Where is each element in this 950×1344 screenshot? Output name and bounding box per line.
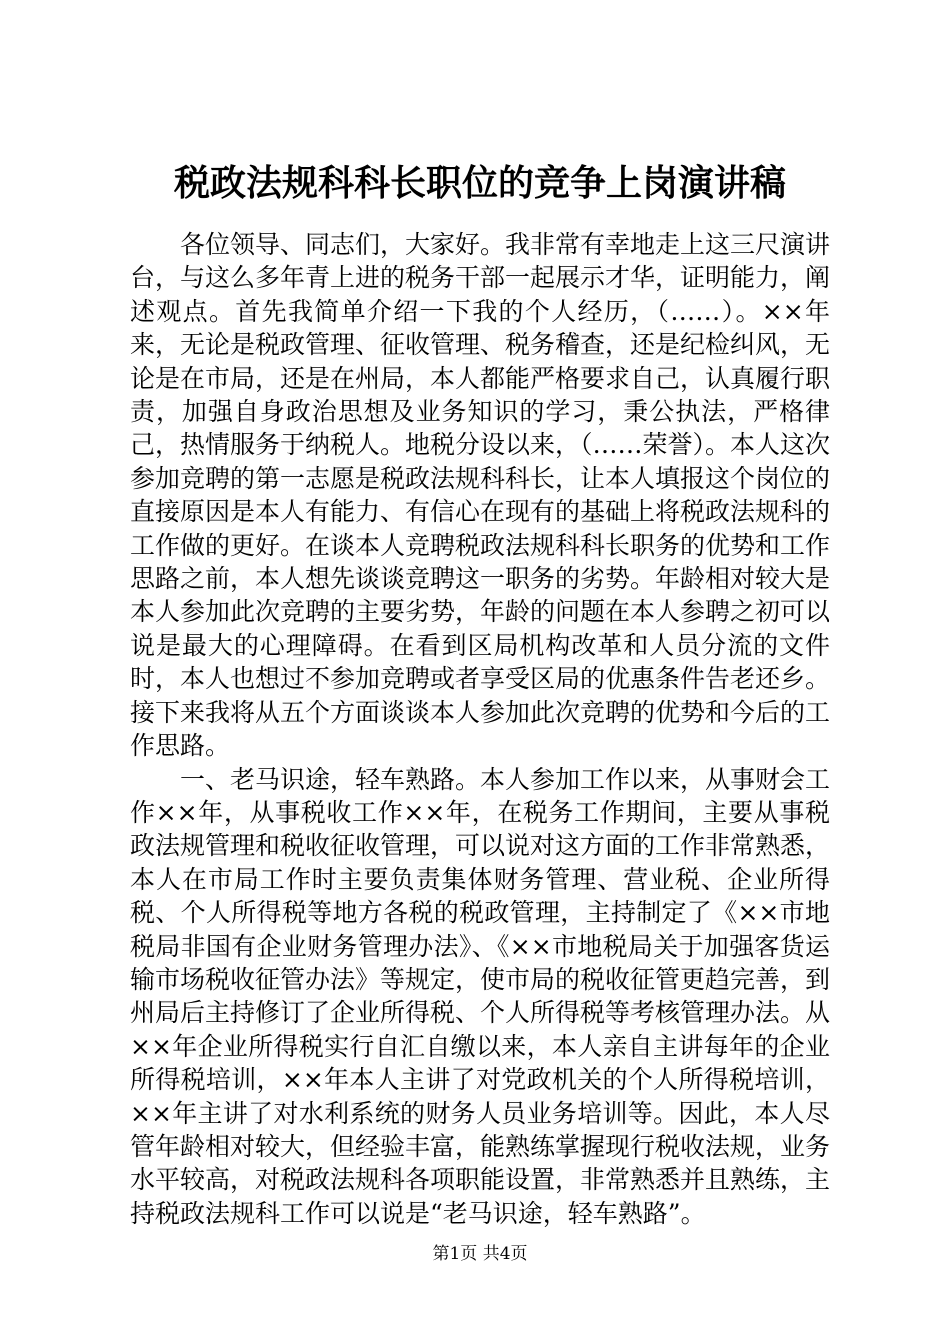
document-page bbox=[130, 0, 830, 1344]
paragraph-intro: 各位领导、同志们，大家好。我非常有幸地走上这三尺演讲台，与这么多年青上进的税务干部一起展示才华，证明能力，阐述观点。首先我简单介绍一下我的个人经历，（……）。××年来，无论是税政管理、征收管理、税务稽查，还是纪检纠风，无论是在市局，还是在州局，本人都能严格要求自己，认真履行职责，加强自身政治思想及业务知识的学习，秉公执法，严格律己，热情服务于纳税人。地税分设以来，（……荣誉）。本人这次参加竞聘的第一志愿是税政法规科科长，让本人填报这个岗位的直接原因是本人有能力、有信心在现有的基础上将税政法规科的工作做的更好。在谈本人竞聘税政法规科科长职务的优势和工作思路之前，本人想先谈谈竞聘这一职务的劣势。年龄相对较大是本人参加此次竞聘的主要劣势，年龄的问题在本人参聘之初可以说是最大的心理障碍。在看到区局机构改革和人员分流的文件时，本人也想过不参加竞聘或者享受区局的优惠条件告老还乡。接下来我将从五个方面谈谈本人参加此次竞聘的优势和今后的工作思路。 bbox=[130, 230, 831, 761]
document-title: 税政法规科科长职位的竞争上岗演讲稿 bbox=[173, 162, 786, 204]
paragraph-section-one: 一、老马识途，轻车熟路。本人参加工作以来，从事财会工作××年，从事税收工作××年，在税务工作期间，主要从事税政法规管理和税收征收管理，可以说对这方面的工作非常熟悉，本人在市局工作时主要负责集体财务管理、营业税、企业所得税、个人所得税等地方各税的税政管理，主持制定了《××市地税局非国有企业财务管理办法》、《××市地税局关于加强客货运输市场税收征管办法》等规定，使市局的税收征管更趋完善，到州局后主持修订了企业所得税、个人所得税等考核管理办法。从××年企业所得税实行自汇自缴以来，本人亲自主讲每年的企业所得税培训，××年本人主讲了对党政机关的个人所得税培训，××年主讲了对水利系统的财务人员业务培训等。因此，本人尽管年龄相对较大，但经验丰富，能熟练掌握现行税收法规，业务水平较高，对税政法规科各项职能设置，非常熟悉并且熟练，主持税政法规科工作可以说是“老马识途，轻车熟路”。 bbox=[130, 764, 831, 1228]
page-number: 第1页 共4页 bbox=[432, 1244, 528, 1264]
document-body bbox=[130, 228, 830, 1230]
